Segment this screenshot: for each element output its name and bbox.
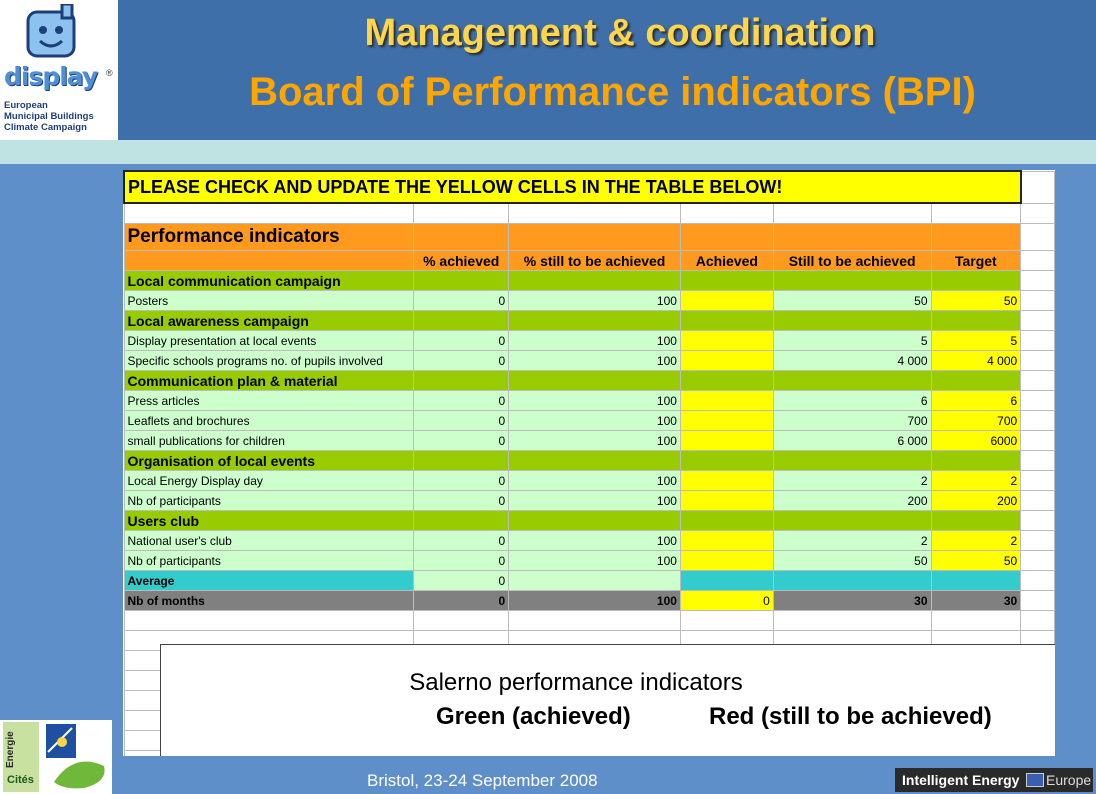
table-row: [124, 351, 1055, 371]
cell[interactable]: [1021, 511, 1055, 531]
column-header: % achieved: [414, 251, 509, 271]
chart-area: [160, 644, 1055, 756]
achieved-input[interactable]: [680, 411, 773, 431]
table-row: [124, 451, 1055, 471]
pct-achieved-cell: 0: [414, 391, 509, 411]
indicator-label: Specific schools programs no. of pupils involved: [124, 351, 414, 371]
cell[interactable]: [1021, 171, 1055, 203]
cell[interactable]: [1021, 471, 1055, 491]
partner-logos: [0, 720, 112, 794]
section-cell: [931, 511, 1021, 531]
indicator-label: small publications for children: [124, 431, 414, 451]
table-row: [124, 511, 1055, 531]
energie-cites-logo: [3, 722, 39, 792]
table-row: [124, 331, 1055, 351]
section-cell: [773, 511, 931, 531]
achieved-input[interactable]: [680, 291, 773, 311]
section-cell: [773, 311, 931, 331]
target-input[interactable]: 2: [931, 471, 1021, 491]
months-still: 30: [773, 591, 931, 611]
section-cell: [680, 311, 773, 331]
table-row: [124, 311, 1055, 331]
indicator-label: Posters: [124, 291, 414, 311]
section-cell: [931, 451, 1021, 471]
header-cell: [124, 251, 414, 271]
still-cell: 50: [773, 291, 931, 311]
pct-achieved-cell: 0: [414, 331, 509, 351]
indicator-label: National user's club: [124, 531, 414, 551]
section-cell: [931, 371, 1021, 391]
column-header: % still to be achieved: [509, 251, 681, 271]
cell[interactable]: [1021, 591, 1055, 611]
cell[interactable]: [509, 611, 681, 631]
pct-still-cell: 100: [509, 291, 681, 311]
section-header: Organisation of local events: [124, 451, 414, 471]
pct-achieved-cell: 0: [414, 471, 509, 491]
still-cell: 50: [773, 551, 931, 571]
chart-title: Salerno performance indicators: [409, 669, 743, 696]
table-row: [124, 171, 1055, 203]
eu-flag-icon: [1026, 773, 1044, 787]
pct-still-cell: 100: [509, 531, 681, 551]
target-input[interactable]: 6000: [931, 431, 1021, 451]
intelligent-energy-europe-logo: [895, 768, 1093, 792]
event-date: Bristol, 23-24 September 2008: [367, 771, 598, 790]
section-cell: [509, 271, 681, 291]
section-cell: [773, 451, 931, 471]
section-cell: [414, 371, 509, 391]
section-cell: [509, 511, 681, 531]
column-header: Target: [931, 251, 1021, 271]
cell[interactable]: [1021, 291, 1055, 311]
achieved-input[interactable]: [680, 351, 773, 371]
section-cell: [773, 371, 931, 391]
cell[interactable]: [680, 611, 773, 631]
section-cell: [931, 271, 1021, 291]
target-input[interactable]: 700: [931, 411, 1021, 431]
pct-achieved-cell: 0: [414, 291, 509, 311]
section-cell: [414, 511, 509, 531]
pct-achieved-cell: 0: [414, 551, 509, 571]
table-row: [124, 491, 1055, 511]
months-pct-still: 100: [509, 591, 681, 611]
logo-wordmark: display: [4, 62, 98, 91]
section-cell: [414, 271, 509, 291]
table-row: [124, 611, 1055, 631]
section-cell: [931, 311, 1021, 331]
still-cell: 6 000: [773, 431, 931, 451]
achieved-input[interactable]: [680, 551, 773, 571]
pct-still-cell: 100: [509, 491, 681, 511]
pct-achieved-cell: 0: [414, 431, 509, 451]
cell[interactable]: [1021, 571, 1055, 591]
still-cell: 2: [773, 531, 931, 551]
pct-still-cell: 100: [509, 351, 681, 371]
section-header: Communication plan & material: [124, 371, 414, 391]
cell[interactable]: [1021, 531, 1055, 551]
table-row: [124, 271, 1055, 291]
indicator-label: Nb of participants: [124, 551, 414, 571]
cell[interactable]: [1021, 411, 1055, 431]
display-logo: [0, 0, 118, 140]
cell[interactable]: [1021, 551, 1055, 571]
pct-still-cell: 100: [509, 431, 681, 451]
iee-europe-text: Europe: [1046, 772, 1092, 788]
cell[interactable]: [1021, 271, 1055, 291]
still-cell: 6: [773, 391, 931, 411]
cell[interactable]: [1021, 251, 1055, 271]
header-band: [0, 140, 1096, 164]
average-value: 0: [414, 571, 509, 591]
cell[interactable]: [414, 611, 509, 631]
average-label: Average: [124, 571, 414, 591]
energie-cites-text-2: Cités: [7, 774, 34, 786]
spreadsheet[interactable]: [123, 170, 1055, 756]
still-cell: 5: [773, 331, 931, 351]
cell[interactable]: [1021, 391, 1055, 411]
target-input[interactable]: 50: [931, 551, 1021, 571]
indicator-label: Local Energy Display day: [124, 471, 414, 491]
cell[interactable]: [509, 203, 681, 224]
table-row: [124, 251, 1055, 271]
legend-red: Red (still to be achieved): [709, 703, 992, 730]
cell[interactable]: [1021, 451, 1055, 471]
months-achieved-input[interactable]: 0: [680, 591, 773, 611]
page-subtitle: Board of Performance indicators (BPI): [249, 70, 976, 114]
sustainable-energy-europe-logo: [44, 722, 110, 792]
average-cell: [931, 571, 1021, 591]
table-row: [124, 203, 1055, 224]
pct-achieved-cell: 0: [414, 411, 509, 431]
pct-still-cell: 100: [509, 331, 681, 351]
section-cell: [509, 451, 681, 471]
pct-still-cell: 100: [509, 551, 681, 571]
target-input[interactable]: 200: [931, 491, 1021, 511]
pct-still-cell: 100: [509, 411, 681, 431]
table-row: [124, 431, 1055, 451]
table-row: [124, 411, 1055, 431]
months-label: Nb of months: [124, 591, 414, 611]
header-bar: [0, 0, 1096, 140]
header-cell: [773, 224, 931, 251]
pct-achieved-cell: 0: [414, 351, 509, 371]
cell[interactable]: [414, 203, 509, 224]
column-header: Still to be achieved: [773, 251, 931, 271]
cell[interactable]: [773, 203, 931, 224]
table-row: [124, 551, 1055, 571]
target-input[interactable]: 4 000: [931, 351, 1021, 371]
cell[interactable]: [680, 203, 773, 224]
column-header: Achieved: [680, 251, 773, 271]
table-row: [124, 224, 1055, 251]
table-row: [124, 531, 1055, 551]
cell[interactable]: [124, 611, 414, 631]
achieved-input[interactable]: [680, 531, 773, 551]
table-row: [124, 571, 1055, 591]
header-cell: [414, 224, 509, 251]
months-target: 30: [931, 591, 1021, 611]
legend-green: Green (achieved): [436, 703, 631, 730]
achieved-input[interactable]: [680, 331, 773, 351]
indicator-label: Press articles: [124, 391, 414, 411]
cell[interactable]: [1021, 203, 1055, 224]
section-cell: [680, 271, 773, 291]
months-pct-achieved: 0: [414, 591, 509, 611]
average-cell: [680, 571, 773, 591]
cell[interactable]: [1021, 311, 1055, 331]
pct-achieved-cell: 0: [414, 531, 509, 551]
energie-cites-text: Energie: [5, 731, 16, 768]
table-row: [124, 591, 1055, 611]
section-cell: [414, 451, 509, 471]
table-row: [124, 371, 1055, 391]
table-row: [124, 291, 1055, 311]
pct-achieved-cell: 0: [414, 491, 509, 511]
pct-still-cell: 100: [509, 471, 681, 491]
achieved-input[interactable]: [680, 491, 773, 511]
header-cell: [509, 224, 681, 251]
section-cell: [509, 371, 681, 391]
indicator-label: Nb of participants: [124, 491, 414, 511]
cell[interactable]: [931, 611, 1021, 631]
cell[interactable]: [1021, 371, 1055, 391]
average-cell: [509, 571, 681, 591]
table-row: [124, 391, 1055, 411]
still-cell: 200: [773, 491, 931, 511]
still-cell: 700: [773, 411, 931, 431]
table-title: Performance indicators: [124, 224, 414, 251]
still-cell: 4 000: [773, 351, 931, 371]
smiley-house-icon: [22, 4, 84, 62]
achieved-input[interactable]: [680, 391, 773, 411]
header-cell: [931, 224, 1021, 251]
target-input[interactable]: 6: [931, 391, 1021, 411]
section-header: Local communication campaign: [124, 271, 414, 291]
target-input[interactable]: 2: [931, 531, 1021, 551]
section-header: Users club: [124, 511, 414, 531]
registered-mark: ®: [106, 68, 113, 78]
cell[interactable]: [1021, 351, 1055, 371]
cell[interactable]: [1021, 611, 1055, 631]
cell[interactable]: [1021, 331, 1055, 351]
cell[interactable]: [931, 203, 1021, 224]
cell[interactable]: [124, 203, 414, 224]
section-cell: [680, 511, 773, 531]
indicator-label: Display presentation at local events: [124, 331, 414, 351]
cell[interactable]: [1021, 431, 1055, 451]
section-cell: [680, 451, 773, 471]
pct-still-cell: 100: [509, 391, 681, 411]
target-input[interactable]: 50: [931, 291, 1021, 311]
cell[interactable]: [1021, 491, 1055, 511]
section-header: Local awareness campaign: [124, 311, 414, 331]
achieved-input[interactable]: [680, 471, 773, 491]
page-title: Management & coordination: [364, 12, 876, 54]
section-cell: [773, 271, 931, 291]
logo-tagline: European Municipal Buildings Climate Campaign: [4, 100, 94, 133]
still-cell: 2: [773, 471, 931, 491]
target-input[interactable]: 5: [931, 331, 1021, 351]
update-banner: PLEASE CHECK AND UPDATE THE YELLOW CELLS IN THE TABLE BELOW!: [124, 171, 1021, 203]
section-cell: [414, 311, 509, 331]
average-cell: [773, 571, 931, 591]
achieved-input[interactable]: [680, 431, 773, 451]
iee-text: Intelligent Energy: [902, 772, 1020, 788]
header-cell: [680, 224, 773, 251]
section-cell: [509, 311, 681, 331]
table-row: [124, 471, 1055, 491]
cell[interactable]: [773, 611, 931, 631]
indicator-label: Leaflets and brochures: [124, 411, 414, 431]
cell[interactable]: [1021, 224, 1055, 251]
section-cell: [680, 371, 773, 391]
